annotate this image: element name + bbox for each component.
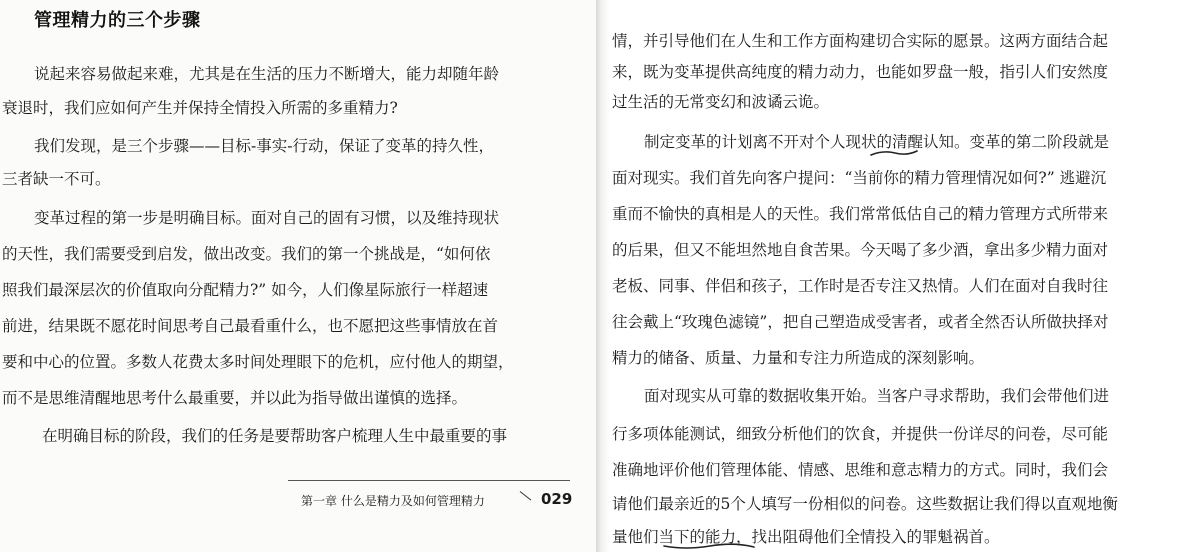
text-line: 行多项体能测试，细致分析他们的饮食，并提供一份详尽的问卷，尽可能 bbox=[612, 425, 1109, 443]
text-line: 而不是思维清醒地思考什么最重要，并以此为指导做出谨慎的选择。 bbox=[2, 389, 468, 407]
text-line: 情，并引导他们在人生和工作方面构建切合实际的愿景。这两方面结合起 bbox=[612, 32, 1109, 50]
text-line: 面对现实。我们首先向客户提问：“当前你的精力管理情况如何?” 逃避沉 bbox=[612, 169, 1107, 187]
pen-underline-mark bbox=[869, 147, 919, 159]
text-line: 前进，结果既不愿花时间思考自己最看重什么，也不愿把这些事情放在首 bbox=[2, 317, 499, 335]
pen-underline-mark bbox=[662, 540, 756, 552]
text-line: 精力的储备、质量、力量和专注力所造成的深刻影响。 bbox=[612, 349, 985, 367]
text-line: 的天性，我们需要受到启发，做出改变。我们的第一个挑战是，“如何依 bbox=[2, 245, 491, 263]
text-line: 量他们当下的能力，找出阻碍他们全情投入的罪魁祸首。 bbox=[612, 528, 1000, 546]
text-line: 过生活的无常变幻和波谲云诡。 bbox=[612, 93, 830, 111]
text-line: 衰退时，我们应如何产生并保持全情投入所需的多重精力? bbox=[2, 99, 398, 117]
footer-slash-divider bbox=[520, 491, 532, 500]
text-line: 准确地评价他们管理体能、情感、思维和意志精力的方式。同时，我们会 bbox=[612, 461, 1109, 479]
text-line: 请他们最亲近的5个人填写一份相似的问卷。这些数据让我们得以直观地衡 bbox=[612, 495, 1118, 513]
text-line: 的后果，但又不能坦然地自食苦果。今天喝了多少酒，拿出多少精力面对 bbox=[612, 241, 1109, 259]
text-line: 老板、同事、伴侣和孩子，工作时是否专注又热情。人们在面对自我时往 bbox=[612, 277, 1109, 295]
text-line: 要和中心的位置。多数人花费太多时间处理眼下的危机，应付他人的期望， bbox=[2, 353, 514, 371]
text-line: 照我们最深层次的价值取向分配精力?” 如今，人们像星际旅行一样超速 bbox=[2, 281, 489, 299]
text-line: 我们发现，是三个步骤——目标-事实-行动，保证了变革的持久性， bbox=[34, 137, 494, 155]
book-gutter bbox=[596, 0, 610, 552]
text-line: 来，既为变革提供高纯度的精力动力，也能如罗盘一般，指引人们安然度 bbox=[612, 63, 1109, 81]
section-heading: 管理精力的三个步骤 bbox=[34, 10, 201, 31]
text-line: 说起来容易做起来难，尤其是在生活的压力不断增大，能力却随年龄 bbox=[34, 65, 500, 83]
text-line: 在明确目标的阶段，我们的任务是要帮助客户梳理人生中最重要的事 bbox=[42, 427, 508, 445]
text-line: 制定变革的计划离不开对个人现状的清醒认知。变革的第二阶段就是 bbox=[644, 133, 1110, 151]
text-line: 面对现实从可靠的数据收集开始。当客户寻求帮助，我们会带他们进 bbox=[644, 387, 1110, 405]
text-line: 往会戴上“玫瑰色滤镜”，把自己塑造成受害者，或者全然否认所做抉择对 bbox=[612, 313, 1109, 331]
running-footer: 第一章 什么是精力及如何管理精力 bbox=[301, 494, 485, 508]
footer-divider bbox=[288, 480, 570, 481]
page-number: 029 bbox=[541, 490, 573, 508]
text-line: 重而不愉快的真相是人的天性。我们常常低估自己的精力管理方式所带来 bbox=[612, 205, 1109, 223]
text-line: 三者缺一不可。 bbox=[2, 170, 111, 188]
text-line: 变革过程的第一步是明确目标。面对自己的固有习惯，以及维持现状 bbox=[34, 209, 500, 227]
right-page bbox=[610, 0, 1182, 552]
